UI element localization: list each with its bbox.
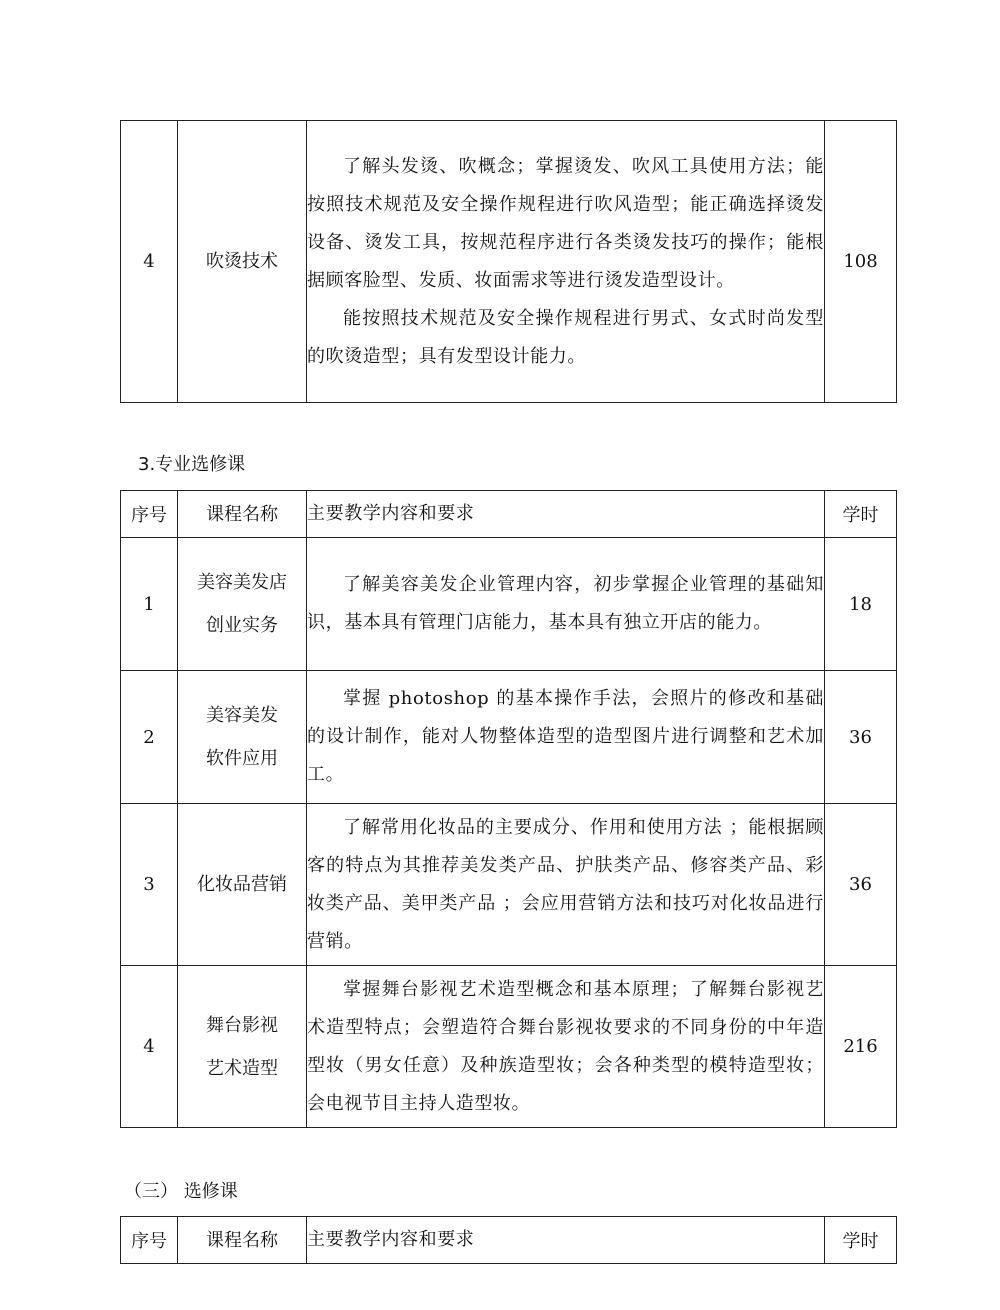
course-name bbox=[178, 671, 307, 804]
table-row bbox=[121, 121, 897, 403]
course-hours: 18 bbox=[825, 538, 897, 671]
header-hours: 学时 bbox=[825, 1217, 897, 1264]
header-course-name: 课程名称 bbox=[178, 1217, 307, 1264]
table-row bbox=[121, 966, 897, 1128]
row-number: 1 bbox=[121, 538, 178, 671]
row-number: 4 bbox=[121, 121, 178, 403]
course-name-line: 美容美发 bbox=[206, 705, 278, 726]
course-name-line: 美容美发店 bbox=[197, 572, 287, 593]
row-number: 4 bbox=[121, 966, 178, 1128]
row-number: 2 bbox=[121, 671, 178, 804]
course-content bbox=[307, 121, 825, 403]
header-hours: 学时 bbox=[825, 491, 897, 538]
course-name-line: 化妆品营销 bbox=[197, 874, 287, 895]
course-content bbox=[307, 671, 825, 804]
content-paragraph: 掌握舞台影视艺术造型概念和基本原理；了解舞台影视艺术造型特点；会塑造符合舞台影视妆要求的不同身份的中年造型妆（男女任意）及种族造型妆；会各种类型的模特造型妆；会电视节目主持人造型妆。 bbox=[307, 978, 824, 1114]
table-row bbox=[121, 671, 897, 804]
table-header-row bbox=[121, 491, 897, 538]
row-number: 3 bbox=[121, 804, 178, 966]
course-content bbox=[307, 538, 825, 671]
course-content bbox=[307, 804, 825, 966]
header-content: 主要教学内容和要求 bbox=[307, 1217, 825, 1264]
section-title: 3.专业选修课 bbox=[138, 454, 246, 475]
content-paragraph: 掌握 photoshop 的基本操作手法，会照片的修改和基础的设计制作，能对人物整体造型的造型图片进行调整和艺术加工。 bbox=[307, 688, 824, 785]
table-row bbox=[121, 538, 897, 671]
course-name bbox=[178, 966, 307, 1128]
header-number: 序号 bbox=[121, 1217, 178, 1264]
course-table-continued bbox=[120, 120, 897, 403]
course-name bbox=[178, 804, 307, 966]
table-row bbox=[121, 804, 897, 966]
course-name-line: 软件应用 bbox=[206, 748, 278, 769]
header-content: 主要教学内容和要求 bbox=[307, 491, 825, 538]
course-hours: 36 bbox=[825, 671, 897, 804]
content-paragraph: 能按照技术规范及安全操作规程进行男式、女式时尚发型的吹烫造型；具有发型设计能力。 bbox=[307, 307, 824, 367]
header-number: 序号 bbox=[121, 491, 178, 538]
table-header-row bbox=[121, 1217, 897, 1264]
course-name-line: 舞台影视 bbox=[206, 1014, 278, 1036]
electives-table bbox=[120, 1216, 897, 1264]
header-course-name: 课程名称 bbox=[178, 491, 307, 538]
content-paragraph: 了解头发烫、吹概念；掌握烫发、吹风工具使用方法；能按照技术规范及安全操作规程进行吹风造型；能正确选择烫发设备、烫发工具，按规范程序进行各类烫发技巧的操作；能根据顾客脸型、发质、妆面需求等进行烫发造型设计。 bbox=[307, 155, 824, 291]
content-paragraph: 了解常用化妆品的主要成分、作用和使用方法 ；能根据顾客的特点为其推荐美发类产品、护肤类产品、修容类产品、彩妆类产品、美甲类产品 ；会应用营销方法和技巧对化妆品进行营销。 bbox=[307, 816, 824, 952]
course-name: 吹烫技术 bbox=[178, 121, 307, 403]
course-hours: 36 bbox=[825, 804, 897, 966]
course-hours: 108 bbox=[825, 121, 897, 403]
course-hours: 216 bbox=[825, 966, 897, 1128]
course-content bbox=[307, 966, 825, 1128]
section-title: （三） 选修课 bbox=[124, 1181, 238, 1202]
course-name bbox=[178, 538, 307, 671]
elective-course-table bbox=[120, 490, 897, 1128]
content-paragraph: 了解美容美发企业管理内容，初步掌握企业管理的基础知识，基本具有管理门店能力，基本具有独立开店的能力。 bbox=[307, 574, 824, 633]
course-name-line: 艺术造型 bbox=[206, 1057, 278, 1079]
course-name-line: 创业实务 bbox=[206, 615, 278, 636]
